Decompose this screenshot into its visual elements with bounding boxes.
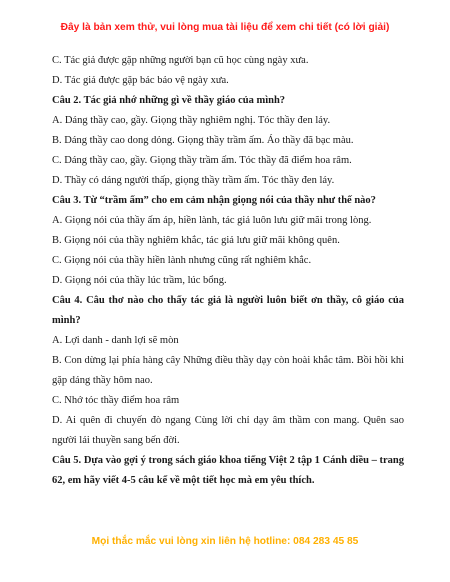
answer-option: D. Giọng nói của thầy lúc trầm, lúc bổng. <box>52 275 227 286</box>
answer-option: B. Dáng thầy cao dong dỏng. Giọng thầy trầm ấm. Áo thầy đã bạc màu. <box>52 135 354 146</box>
question-heading: Câu 5. Dựa vào gợi ý trong sách giáo khoa tiếng Việt 2 tập 1 Cánh diều – trang 62, em hãy viết 4-5 câu kể về một tiết học mà em yêu thích. <box>52 455 404 486</box>
question-heading: Câu 2. Tác giả nhớ những gì về thầy giáo của mình? <box>52 95 286 106</box>
answer-option: A. Lợi danh - danh lợi sẽ mòn <box>52 335 179 346</box>
answer-option: B. Con dừng lại phía hàng cây Những điều thầy dạy còn hoài khắc tâm. Bồi hồi khi gặp dáng thầy hôm nao. <box>52 355 404 386</box>
answer-option: B. Giọng nói của thầy nghiêm khắc, tác giả lưu giữ mãi không quên. <box>52 235 340 246</box>
hotline-footer: Mọi thắc mắc vui lòng xin liên hệ hotline: 084 283 45 85 <box>91 536 359 547</box>
answer-option: C. Nhớ tóc thầy điểm hoa râm <box>52 395 180 406</box>
preview-banner: Đây là bản xem thử, vui lòng mua tài liệu để xem chi tiết (có lời giải) <box>60 22 390 33</box>
answer-option: D. Tác giả được gặp bác bảo vệ ngày xưa. <box>52 75 229 86</box>
question-heading: Câu 3. Từ “trầm ấm” cho em cảm nhận giọng nói của thầy như thế nào? <box>52 195 376 206</box>
answer-option: C. Giọng nói của thầy hiền lành nhưng cũng rất nghiêm khắc. <box>52 255 312 266</box>
answer-option: A. Dáng thầy cao, gầy. Giọng thầy nghiêm nghị. Tóc thầy đen láy. <box>52 115 331 126</box>
answer-option: C. Tác giả được gặp những người bạn cũ học cùng ngày xưa. <box>52 55 309 66</box>
answer-option: D. Thầy có dáng người thấp, giọng thầy trầm ấm. Tóc thầy đen láy. <box>52 175 335 186</box>
answer-option: C. Dáng thầy cao, gầy. Giọng thầy trầm ấm. Tóc thầy đã điểm hoa râm. <box>52 155 352 166</box>
answer-option: A. Giọng nói của thầy ấm áp, hiền lành, tác giả luôn lưu giữ mãi trong lòng. <box>52 215 372 226</box>
question-heading: Câu 4. Câu thơ nào cho thấy tác giả là người luôn biết ơn thầy, cô giáo của mình? <box>52 295 404 326</box>
answer-option: D. Ai quên đi chuyến đò ngang Cùng lời chỉ dạy âm thầm con mang. Quên sao người lái thuyền sang bến đời. <box>52 415 404 446</box>
document-body <box>52 51 404 491</box>
